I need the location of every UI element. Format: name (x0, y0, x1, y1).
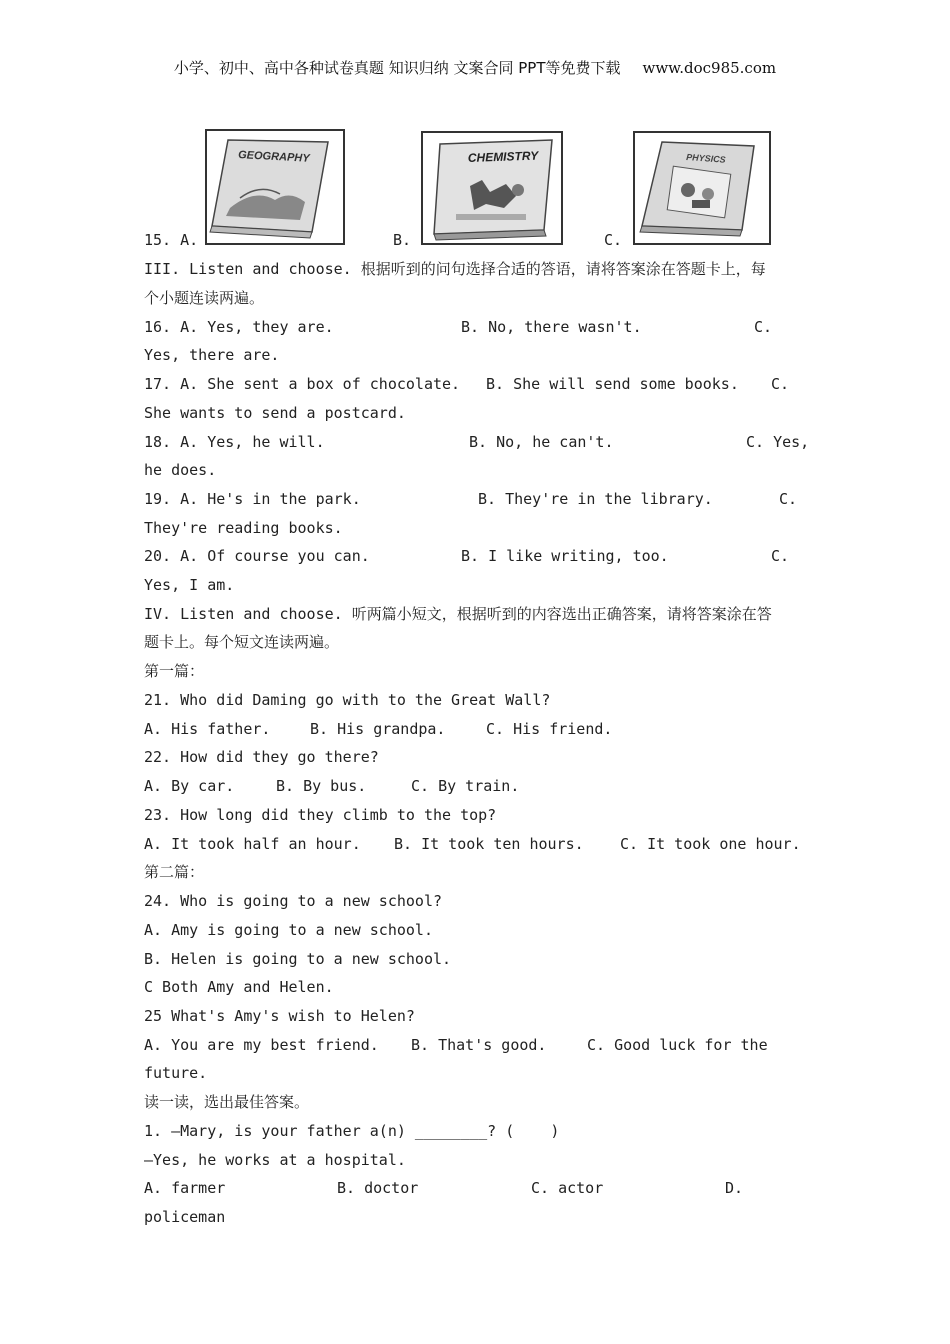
r1-reply: —Yes, he works at a hospital. (144, 1151, 406, 1169)
passage-2-label: 第二篇： (144, 863, 205, 881)
q23-option-a: A. It took half an hour. (144, 835, 361, 853)
q18-option-b: B. No, he can't. (469, 433, 614, 451)
r1-option-a: A. farmer (144, 1179, 226, 1197)
q22-option-b: B. By bus. (276, 777, 367, 795)
q22-option-c: C. By train. (411, 777, 520, 795)
r1-option-c: C. actor (531, 1179, 604, 1197)
geography-book-icon (200, 128, 348, 246)
q24-question: 24. Who is going to a new school? (144, 892, 443, 910)
reading-title: 读一读，选出最佳答案。 (144, 1093, 310, 1111)
q18-option-a: 18. A. Yes, he will. (144, 433, 325, 451)
q19-option-a: 19. A. He's in the park. (144, 490, 361, 508)
q25-option-a: A. You are my best friend. (144, 1036, 379, 1054)
q21-question: 21. Who did Daming go with to the Great Wall? (144, 691, 551, 709)
section3-title-1: III. Listen and choose. 根据听到的问句选择合适的答语，请将答案涂在答题卡上，每 (144, 260, 766, 278)
q18-option-c-text: he does. (144, 461, 217, 479)
q24-option-c: C Both Amy and Helen. (144, 978, 334, 996)
q20-option-a: 20. A. Of course you can. (144, 547, 370, 565)
r1-option-d: D. (725, 1179, 744, 1197)
r1-question: 1. —Mary, is your father a(n) ________? ( ) (144, 1122, 560, 1140)
page-header (0, 57, 950, 78)
q17-option-a: 17. A. She sent a box of chocolate. (144, 375, 461, 393)
header-url: www.doc985.com (642, 59, 777, 77)
q15-option-a: 15. A. (144, 231, 199, 249)
q16-option-b: B. No, there wasn't. (461, 318, 642, 336)
q15-option-c: C. (604, 231, 623, 249)
q19-option-c-text: They're reading books. (144, 519, 343, 537)
r1-option-d-text: policeman (144, 1208, 226, 1226)
q21-option-a: A. His father. (144, 720, 271, 738)
q21-option-c: C. His friend. (486, 720, 613, 738)
section3-title-2: 个小题连读两遍。 (144, 289, 265, 307)
section4-title-2: 题卡上。每个短文连读两遍。 (144, 633, 340, 651)
q24-option-b: B. Helen is going to a new school. (144, 950, 452, 968)
r1-option-b: B. doctor (337, 1179, 419, 1197)
header-text: 小学、初中、高中各种试卷真题 知识归纳 文案合同 PPT等免费下载 (173, 59, 621, 77)
chemistry-book-icon (420, 130, 566, 246)
q21-option-b: B. His grandpa. (310, 720, 446, 738)
q17-option-c-text: She wants to send a postcard. (144, 404, 406, 422)
q16-option-a: 16. A. Yes, they are. (144, 318, 334, 336)
q23-option-c: C. It took one hour. (620, 835, 801, 853)
book-title-physics: PHYSICS (685, 152, 726, 165)
q16-option-c-text: Yes, there are. (144, 346, 280, 364)
book-title-chemistry: CHEMISTRY (467, 148, 539, 165)
passage-1-label: 第一篇： (144, 662, 205, 680)
q15-row (144, 230, 198, 250)
q25-option-b: B. That's good. (411, 1036, 547, 1054)
q22-question: 22. How did they go there? (144, 748, 379, 766)
q23-option-b: B. It took ten hours. (394, 835, 584, 853)
physics-book-icon (632, 130, 772, 246)
q20-option-b: B. I like writing, too. (461, 547, 669, 565)
q19-option-b: B. They're in the library. (478, 490, 713, 508)
q25-option-c-text: future. (144, 1064, 208, 1082)
q24-option-a: A. Amy is going to a new school. (144, 921, 433, 939)
q15-option-b: B. (393, 231, 412, 249)
q19-option-c: C. (779, 490, 798, 508)
q17-option-c: C. (771, 375, 790, 393)
q20-option-c-text: Yes, I am. (144, 576, 235, 594)
q20-option-c: C. (771, 547, 790, 565)
section4-title-1: IV. Listen and choose. 听两篇小短文，根据听到的内容选出正确答案，请将答案涂在答 (144, 605, 772, 623)
q23-question: 23. How long did they climb to the top? (144, 806, 497, 824)
q16-option-c: C. (754, 318, 773, 336)
q17-option-b: B. She will send some books. (486, 375, 739, 393)
q18-option-c: C. Yes, (746, 433, 810, 451)
q25-option-c: C. Good luck for the (587, 1036, 768, 1054)
q22-option-a: A. By car. (144, 777, 235, 795)
book-title-geography: GEOGRAPHY (237, 149, 310, 165)
q25-question: 25 What's Amy's wish to Helen? (144, 1007, 415, 1025)
